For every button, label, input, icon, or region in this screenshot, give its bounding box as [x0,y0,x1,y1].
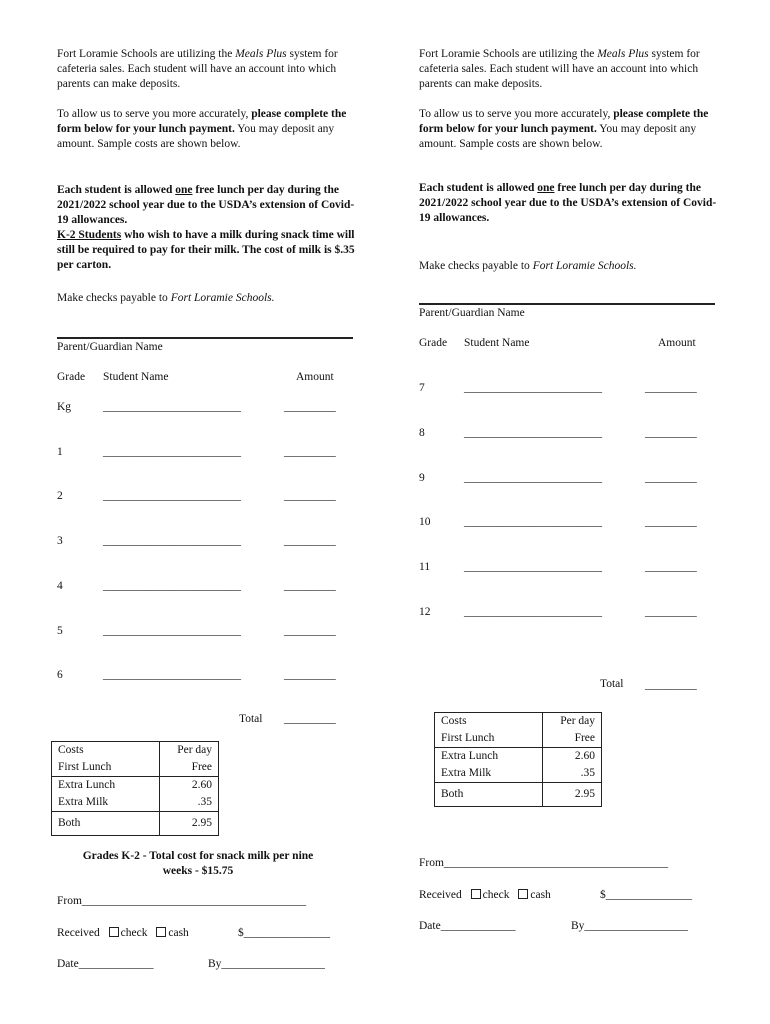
grade-label: 7 [419,382,425,394]
divider-rule [57,337,353,339]
divider-rule [419,303,715,305]
amount-field[interactable]: _________ [284,579,336,592]
grade-label: Kg [57,401,72,413]
student-name-field[interactable]: ________________________ [464,516,602,529]
table-row: First Lunch Free [52,759,219,777]
amount-field[interactable]: _________ [645,382,697,394]
student-name-field[interactable]: ________________________ [103,669,241,682]
student-name-field[interactable]: ________________________ [103,490,241,503]
received-amount-field[interactable]: $_______________ [238,927,330,939]
amount-field[interactable]: _________ [284,669,336,682]
table-row: Extra Milk .35 [52,794,219,812]
k2-milk-total: Grades K-2 - Total cost for snack milk per nine weeks - $15.75 [82,850,314,877]
amount-header: Amount [296,371,334,383]
amount-field[interactable]: _________ [284,445,336,458]
grade-label: 8 [419,426,425,439]
received-row: Received check cash [57,927,189,939]
from-field[interactable]: From_______________________________________ [57,895,307,907]
grade-label: 6 [57,669,63,682]
grade-label: 9 [419,471,425,484]
amount-field[interactable]: _________ [645,561,697,574]
cash-checkbox[interactable] [518,889,528,899]
student-name-field[interactable]: ________________________ [103,535,241,548]
grade-label: 5 [57,624,63,637]
guardian-name-label[interactable]: Parent/Guardian Name [419,307,525,319]
table-row: Extra Lunch 2.60 [52,777,219,795]
table-row: Costs Per day [52,742,219,760]
amount-field[interactable]: _________ [284,401,336,413]
table-row: Extra Lunch 2.60 [435,748,602,766]
total-amount-field[interactable]: _________ [284,713,336,725]
grade-label: 2 [57,490,63,503]
amount-field[interactable]: _________ [645,426,697,439]
payable-line: Make checks payable to Fort Loramie Schools. [419,260,637,272]
date-field[interactable]: Date_____________ [419,920,516,932]
check-checkbox[interactable] [471,889,481,899]
date-field[interactable]: Date_____________ [57,958,154,970]
table-row: Both 2.95 [435,783,602,807]
k2-note-paragraph: K-2 Students who wish to have a milk during snack time will still be required to pay for their milk. The cost of milk is $.35 per carton. [57,229,355,271]
student-name-field[interactable]: ________________________ [103,445,241,458]
right-form-column [385,0,770,1024]
student-name-header: Student Name [464,337,530,349]
grade-label: 10 [419,516,431,529]
amount-header: Amount [658,337,696,349]
amount-field[interactable]: _________ [645,516,697,529]
grade-label: 11 [419,561,431,574]
table-row: First Lunch Free [435,730,602,748]
table-row: Both 2.95 [52,812,219,836]
student-name-field[interactable]: ________________________ [103,401,241,413]
by-field[interactable]: By__________________ [571,920,688,932]
grade-header: Grade [57,371,86,383]
allowance-paragraph: Each student is allowed one free lunch per day during the 2021/2022 school year due to the USDA’s extension of Covid-19 allowances. [57,184,355,226]
table-row: Extra Milk .35 [435,765,602,783]
grade-label: 3 [57,535,63,548]
amount-field[interactable]: _________ [284,535,336,548]
student-name-header: Student Name [103,371,169,383]
grade-header: Grade [419,337,448,349]
student-name-field[interactable]: ________________________ [103,579,241,592]
serve-paragraph: To allow us to serve you more accurately, please complete the form below for your lunch payment. You may deposit any amount. Sample costs are shown below. [419,108,709,150]
student-name-field[interactable]: ________________________ [103,624,241,637]
total-label: Total [600,678,624,690]
total-label: Total [239,713,263,725]
student-name-field[interactable]: ________________________ [464,426,602,439]
received-amount-field[interactable]: $_______________ [600,889,692,901]
received-row: Received check cash [419,889,551,901]
guardian-name-label[interactable]: Parent/Guardian Name [57,341,163,353]
amount-field[interactable]: _________ [645,471,697,484]
allowance-paragraph: Each student is allowed one free lunch per day during the 2021/2022 school year due to the USDA’s extension of Covid-19 allowances. [419,182,717,224]
student-name-field[interactable]: ________________________ [464,382,602,394]
student-name-field[interactable]: ________________________ [464,471,602,484]
intro-paragraph: Fort Loramie Schools are utilizing the Meals Plus system for cafeteria sales. Each student will have an account into which parents can make deposits. [57,48,338,90]
table-row: Costs Per day [435,713,602,731]
costs-table [434,712,602,807]
total-amount-field[interactable]: _________ [645,679,697,691]
from-field[interactable]: From_______________________________________ [419,857,669,869]
student-name-field[interactable]: ________________________ [464,606,602,618]
amount-field[interactable]: _________ [284,490,336,503]
by-field[interactable]: By__________________ [208,958,325,970]
amount-field[interactable]: _________ [284,624,336,637]
grade-label: 4 [57,579,63,592]
serve-paragraph: To allow us to serve you more accurately, please complete the form below for your lunch payment. You may deposit any amount. Sample costs are shown below. [57,108,347,150]
grade-label: 12 [419,606,431,618]
check-checkbox[interactable] [109,927,119,937]
intro-paragraph: Fort Loramie Schools are utilizing the Meals Plus system for cafeteria sales. Each student will have an account into which parents can make deposits. [419,48,700,90]
cash-checkbox[interactable] [156,927,166,937]
payable-line: Make checks payable to Fort Loramie Schools. [57,292,275,304]
grade-label: 1 [57,445,63,458]
costs-table [51,741,219,836]
amount-field[interactable]: _________ [645,606,697,618]
student-name-field[interactable]: ________________________ [464,561,602,574]
